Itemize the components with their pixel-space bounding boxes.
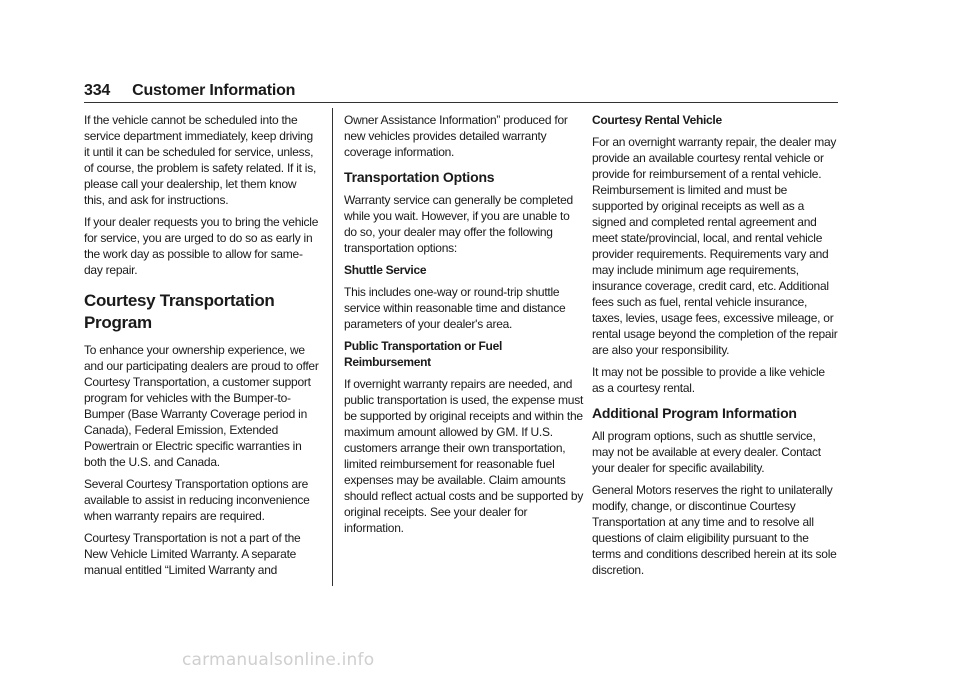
header-rule [84, 102, 838, 103]
page-number: 334 [84, 82, 111, 99]
paragraph: If overnight warranty repairs are needed, and public transportation is used, the expense must be supported by original receipts and within the maximum amount allowed by GM. If U.S. customers arrange their own transportation, limited reimbursement for reasonable fuel expenses may be available. Claim amounts should reflect actual costs and be supported by original receipts. See your dealer for information. [344, 377, 584, 535]
paragraph: This includes one-way or round-trip shuttle service within reasonable time and distance parameters of your dealer's area. [344, 285, 566, 331]
paragraph: Several Courtesy Transportation options are available to assist in reducing inconvenience when warranty repairs are required. [84, 477, 310, 523]
column-right [592, 112, 838, 584]
paragraph: If the vehicle cannot be scheduled into the service department immediately, keep driving it until it can be scheduled for service, unless, of course, the problem is safety related. If it is, please call your dealership, let them know this, and ask for instructions. [84, 113, 317, 207]
watermark-text: carmanualsonline.info [182, 650, 375, 670]
column-left [84, 112, 320, 584]
heading-courtesy-rental: Courtesy Rental Vehicle [592, 113, 722, 127]
heading-additional-program-information: Additional Program Information [592, 405, 797, 421]
heading-courtesy-transportation: Courtesy Transportation Program [84, 291, 275, 332]
heading-shuttle-service: Shuttle Service [344, 263, 427, 277]
paragraph: Courtesy Transportation is not a part of the New Vehicle Limited Warranty. A separate manual entitled “Limited Warranty and [84, 531, 301, 577]
heading-transportation-options: Transportation Options [344, 169, 495, 185]
paragraph: Owner Assistance Information” produced for new vehicles provides detailed warranty coverage information. [344, 113, 568, 159]
heading-public-transportation: Public Transportation or Fuel Reimbursement [344, 339, 502, 369]
paragraph: All program options, such as shuttle service, may not be available at every dealer. Contact your dealer for specific availability. [592, 429, 821, 475]
section-title: Customer Information [132, 82, 296, 99]
paragraph: To enhance your ownership experience, we and our participating dealers are proud to offer Courtesy Transportation, a customer support program for vehicles with the Bumper-to-Bumper (Base Warranty Coverage period in Canada), Federal Emission, Extended Powertrain or Electric specific warranties in both the U.S. and Canada. [84, 343, 319, 469]
paragraph: Warranty service can generally be completed while you wait. However, if you are unable to do so, your dealer may offer the following transportation options: [344, 193, 573, 255]
paragraph: If your dealer requests you to bring the vehicle for service, you are urged to do so as early in the work day as possible to allow for same-day repair. [84, 215, 319, 277]
page-header [84, 82, 295, 104]
column-middle [344, 112, 584, 542]
paragraph: For an overnight warranty repair, the dealer may provide an available courtesy rental vehicle or provide for reimbursement of a rental vehicle. Reimbursement is limited and must be supported by original receipts as well as a signed and completed rental agreement and meet state/provincial, local, and rental vehicle provider requirements. Requirements vary and may include minimum age requirements, insurance coverage, credit card, etc. Additional fees such as fuel, rental vehicle insurance, taxes, levies, usage fees, excessive mileage, or rental usage beyond the completion of the repair are also your responsibility. [592, 135, 838, 357]
paragraph: It may not be possible to provide a like vehicle as a courtesy rental. [592, 365, 825, 395]
column-divider [332, 108, 333, 586]
paragraph: General Motors reserves the right to unilaterally modify, change, or discontinue Courtesy Transportation at any time and to resolve all questions of claim eligibility pursuant to the terms and conditions described herein at its sole discretion. [592, 483, 837, 577]
